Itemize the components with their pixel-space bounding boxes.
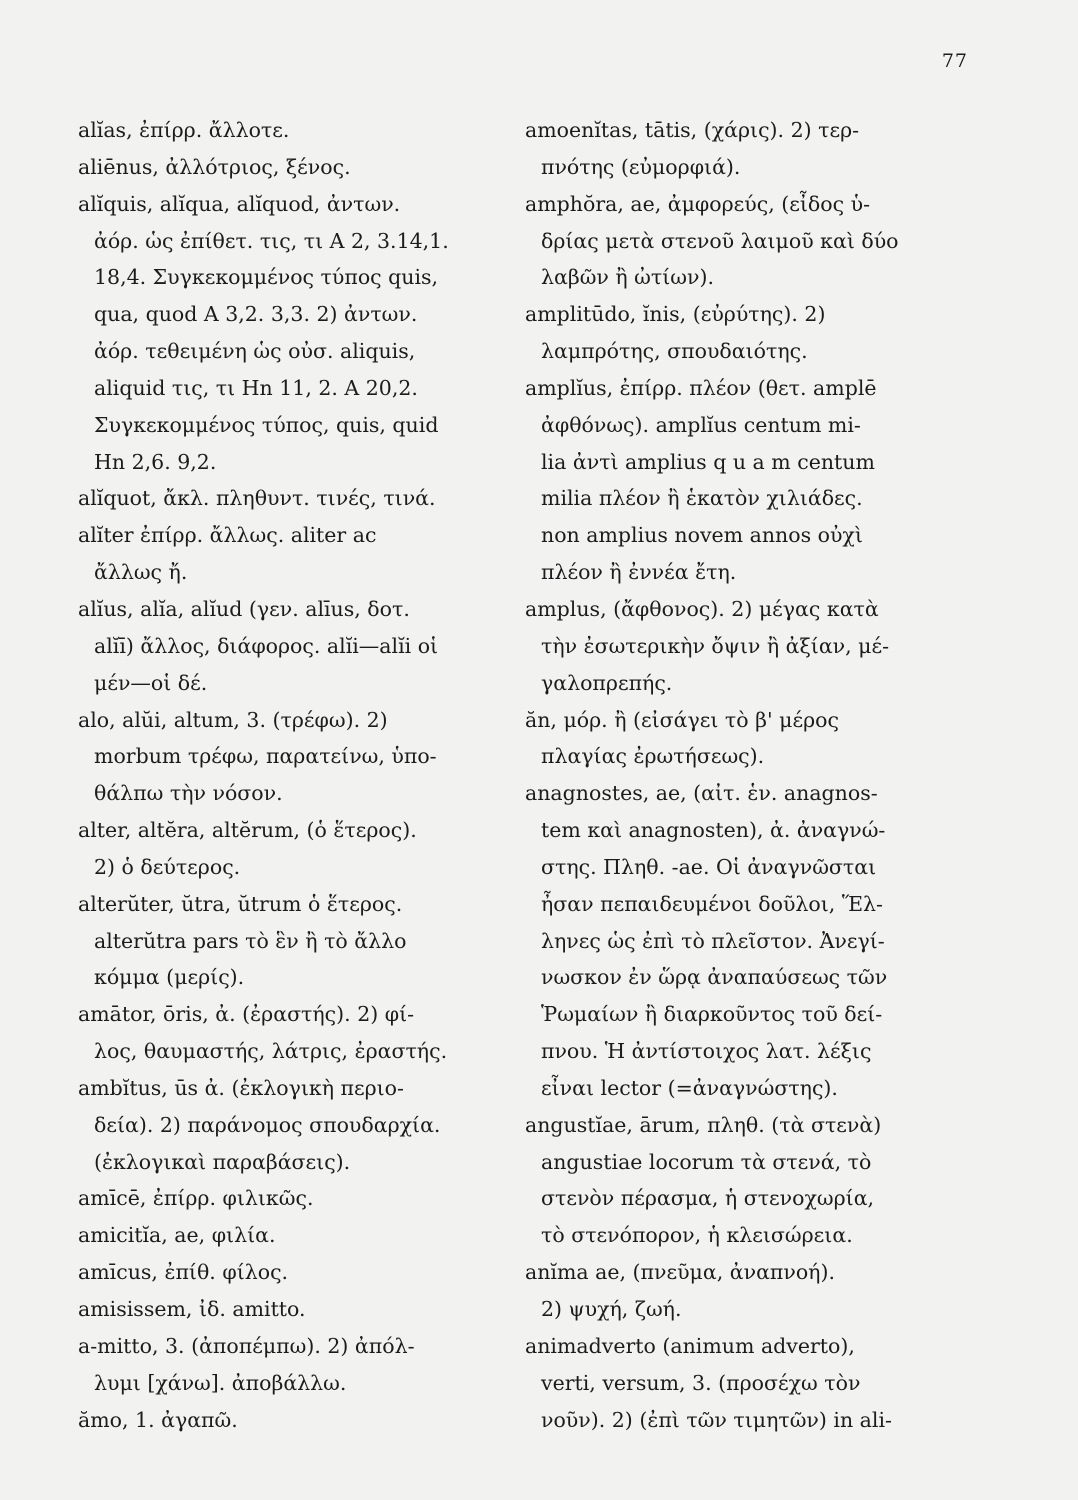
right-column-line: τὸ στενόπορον, ἡ κλεισώρεια.: [541, 1223, 853, 1248]
right-column-line: angustiae locorum τὰ στενά, τὸ: [541, 1149, 872, 1174]
right-column-line: εἶναι lector (=ἀναγνώστης).: [541, 1075, 838, 1100]
left-column-line: alterŭtra pars τὸ ἓν ἢ τὸ ἄλλο: [94, 928, 407, 953]
left-column-line: amicitĭa, ae, φιλία.: [78, 1223, 276, 1248]
right-column-line: λαμπρότης, σπουδαιότης.: [541, 339, 808, 364]
left-column-line: ambĭtus, ūs ἀ. (ἐκλογικὴ περιο-: [78, 1075, 404, 1100]
left-column-line: amīcus, ἐπίθ. φίλος.: [78, 1260, 289, 1285]
right-column-line: amphŏra, ae, ἀμφορεύς, (εἶδος ὑ-: [525, 191, 871, 216]
right-column-line: amplus, (ἄφθονος). 2) μέγας κατὰ: [525, 596, 879, 621]
right-column-line: γαλοπρεπής.: [541, 670, 673, 695]
left-column-line: alĭter ἐπίρρ. ἄλλως. aliter ac: [78, 523, 377, 548]
right-column-line: animadverto (animum adverto),: [525, 1333, 855, 1358]
left-column-line: a-mitto, 3. (ἀποπέμπω). 2) ἀπόλ-: [78, 1333, 415, 1358]
right-column-line: milia πλέον ἢ ἑκατὸν χιλιάδες.: [541, 486, 863, 511]
left-column-line: ἀόρ. τεθειμένη ὡς οὐσ. aliquis,: [94, 339, 416, 364]
right-column-line: non amplius novem annos οὐχὶ: [541, 523, 863, 548]
left-column-line: alĭī) ἄλλος, διάφορος. alĭi—alĭi οἱ: [94, 633, 439, 658]
right-column-line: ăn, μόρ. ἢ (εἰσάγει τὸ β' μέρος: [525, 707, 839, 732]
left-column-line: alĭas, ἐπίρρ. ἄλλοτε.: [78, 118, 290, 142]
left-column-line: 2) ὁ δεύτερος.: [94, 854, 241, 879]
right-column-line: ἀφθόνως). amplĭus centum mi-: [541, 412, 861, 437]
left-column-line: ămo, 1. ἀγαπῶ.: [78, 1407, 238, 1432]
left-column-line: λυμι [χάνω]. ἀποβάλλω.: [94, 1370, 347, 1395]
right-column-line: λαβῶν ἢ ὠτίων).: [541, 265, 714, 290]
left-column-line: morbum τρέφω, παρατείνω, ὑπο-: [94, 744, 437, 769]
left-column-line: qua, quod A 3,2. 3,3. 2) ἀντων.: [94, 302, 418, 327]
left-column-line: κόμμα (μερίς).: [94, 965, 245, 990]
left-column-line: Συγκεκομμένος τύπος, quis, quid: [94, 412, 439, 437]
right-column-line: amplitūdo, ĭnis, (εὐρύτης). 2): [525, 302, 826, 327]
right-column-line: ἦσαν πεπαιδευμένοι δοῦλοι, Ἕλ-: [541, 891, 883, 916]
right-column-line: verti, versum, 3. (προσέχω τὸν: [541, 1370, 861, 1395]
left-column-line: alĭus, alĭa, alĭud (γεν. alīus, δοτ.: [78, 596, 410, 621]
right-column-line: amoenĭtas, tātis, (χάρις). 2) τερ-: [525, 118, 860, 142]
right-column: [525, 112, 985, 1438]
right-column-line: νωσκον ἐν ὥρᾳ ἀναπαύσεως τῶν: [541, 965, 888, 990]
left-column-line: alterŭter, ŭtra, ŭtrum ὁ ἕτερος.: [78, 891, 403, 916]
left-column-line: ἄλλως ἤ.: [94, 560, 188, 585]
right-column-line: lia ἀντὶ amplius q u a m centum: [541, 449, 875, 474]
left-column-line: alter, altĕra, altĕrum, (ὁ ἕτερος).: [78, 818, 417, 843]
right-column-line: amplĭus, ἐπίρρ. πλέον (θετ. amplē: [525, 375, 877, 400]
left-column-line: amīcē, ἐπίρρ. φιλικῶς.: [78, 1186, 314, 1211]
right-column-line: τὴν ἐσωτερικὴν ὄψιν ἢ ἀξίαν, μέ-: [541, 633, 890, 658]
right-column-line: anĭma ae, (πνεῦμα, ἀναπνοή).: [525, 1260, 835, 1285]
left-column: [78, 112, 518, 1438]
right-column-line: πλέον ἢ ἐννέα ἔτη.: [541, 560, 737, 585]
left-column-line: amisissem, ἰδ. amitto.: [78, 1297, 306, 1321]
right-column-line: Ῥωμαίων ἢ διαρκοῦντος τοῦ δεί-: [541, 1002, 883, 1027]
page-number: 77: [941, 50, 968, 72]
left-column-line: Hn 2,6. 9,2.: [94, 449, 217, 474]
left-column-line: δεία). 2) παράνομος σπουδαρχία.: [94, 1112, 441, 1137]
left-column-line: θάλπω τὴν νόσον.: [94, 781, 283, 806]
left-column-line: amātor, ōris, ἀ. (ἐραστής). 2) φί-: [78, 1002, 415, 1027]
left-column-line: alĭquot, ἄκλ. πληθυντ. τινές, τινά.: [78, 486, 436, 511]
left-column-line: (ἐκλογικαὶ παραβάσεις).: [94, 1149, 351, 1174]
right-column-line: πνότης (εὐμορφιά).: [541, 154, 741, 179]
right-column-line: tem καὶ anagnosten), ἀ. ἀναγνώ-: [541, 818, 886, 843]
left-column-line: 18,4. Συγκεκομμένος τύπος quis,: [94, 265, 439, 290]
right-column-line: anagnostes, ae, (αἰτ. ἑν. anagnos-: [525, 781, 878, 806]
left-column-line: μέν—οἱ δέ.: [94, 670, 208, 695]
right-column-line: δρίας μετὰ στενοῦ λαιμοῦ καὶ δύο: [541, 228, 899, 253]
left-column-line: λος, θαυμαστής, λάτρις, ἐραστής.: [94, 1039, 448, 1064]
left-column-line: ἀόρ. ὡς ἐπίθετ. τις, τι A 2, 3.14,1.: [94, 228, 449, 253]
left-column-line: alĭquis, alĭqua, alĭquod, ἀντων.: [78, 191, 401, 216]
right-column-line: πλαγίας ἐρωτήσεως).: [541, 744, 765, 769]
right-column-line: στης. Πληθ. -ae. Οἱ ἀναγνῶσται: [541, 854, 877, 879]
left-column-line: alo, alŭi, altum, 3. (τρέφω). 2): [78, 707, 388, 732]
left-column-line: aliēnus, ἀλλότριος, ξένος.: [78, 154, 351, 179]
right-column-line: 2) ψυχή, ζωή.: [541, 1297, 682, 1321]
right-column-line: ληνες ὡς ἐπὶ τὸ πλεῖστον. Ἀνεγί-: [541, 928, 885, 953]
right-column-line: πνου. Ἡ ἀντίστοιχος λατ. λέξις: [541, 1039, 872, 1064]
right-column-line: νοῦν). 2) (ἐπὶ τῶν τιμητῶν) in ali-: [541, 1407, 892, 1432]
right-column-line: angustĭae, ārum, πληθ. (τὰ στενὰ): [525, 1112, 882, 1137]
left-column-line: aliquid τις, τι Hn 11, 2. A 20,2.: [94, 375, 418, 400]
right-column-line: στενὸν πέρασμα, ἡ στενοχωρία,: [541, 1186, 875, 1211]
